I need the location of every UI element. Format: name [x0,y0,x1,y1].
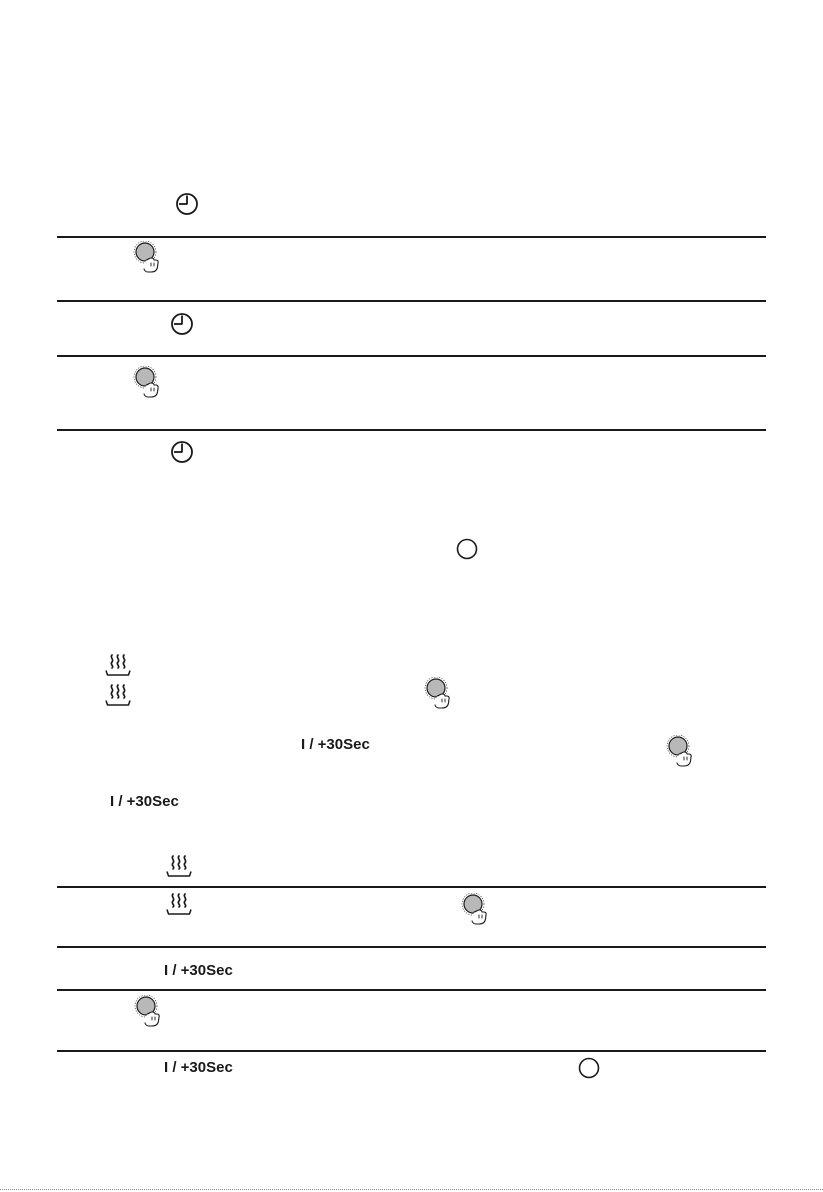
start-30sec-button-label: I / +30Sec [110,793,179,810]
rotary-knob-icon [133,366,161,398]
rotary-knob-icon [461,893,489,925]
rotary-knob-icon [133,241,161,273]
table-divider [57,236,766,238]
page-edge [0,1189,823,1190]
start-30sec-button-label: I / +30Sec [301,736,370,753]
rotary-knob-icon [424,677,452,709]
steam-grill-icon [165,891,193,917]
start-30sec-button-label: I / +30Sec [164,1059,233,1076]
table-divider [57,989,766,991]
table-divider [57,946,766,948]
steam-grill-icon [165,853,193,879]
table-divider [57,355,766,357]
rotary-knob-icon [134,995,162,1027]
clock-icon [170,440,194,464]
clock-icon [175,192,199,216]
table-divider [57,429,766,431]
circle-start-icon [455,537,479,561]
clock-icon [170,312,194,336]
steam-grill-icon [104,682,132,708]
steam-grill-icon [104,652,132,678]
table-divider [57,886,766,888]
rotary-knob-icon [666,735,694,767]
table-divider [57,300,766,302]
table-divider [57,1050,766,1052]
circle-start-icon [577,1056,601,1080]
start-30sec-button-label: I / +30Sec [164,962,233,979]
